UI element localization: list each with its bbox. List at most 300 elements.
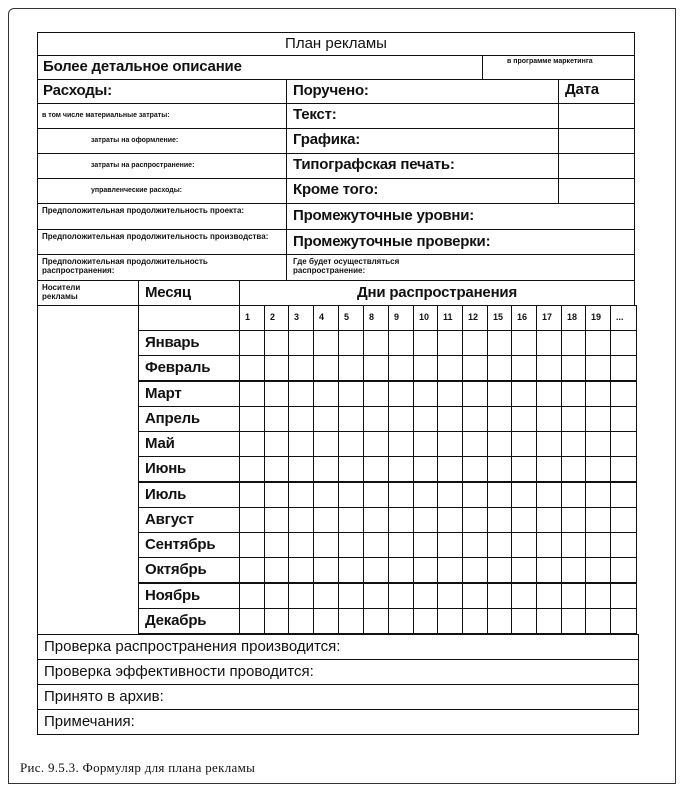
month-cell [138, 381, 240, 407]
media-label: Носители рекламы [42, 283, 81, 301]
footer-archived[interactable] [37, 684, 639, 710]
schedule-day-cell[interactable] [313, 482, 339, 508]
schedule-day-cell[interactable] [288, 532, 314, 558]
schedule-day-cell[interactable] [511, 406, 537, 432]
schedule-day-cell[interactable] [462, 330, 488, 356]
schedule-day-cell[interactable] [313, 507, 339, 533]
schedule-day-cell[interactable] [413, 431, 438, 457]
schedule-day-cell[interactable] [338, 456, 364, 482]
description-field[interactable] [37, 55, 484, 80]
month-label: Август [145, 510, 194, 528]
schedule-day-cell[interactable] [610, 456, 637, 482]
month-cell [138, 583, 240, 609]
duration-production[interactable] [37, 229, 287, 255]
schedule-day-cell[interactable] [561, 330, 586, 356]
expense-item-design[interactable] [37, 128, 287, 154]
schedule-day-cell[interactable] [487, 330, 512, 356]
assigned-item-label: Типографская печать: [293, 156, 455, 173]
duration-label: Предположительная продолжительность распространения: [42, 257, 208, 275]
schedule-day-cell[interactable] [561, 381, 586, 407]
schedule-day-cell[interactable] [561, 608, 586, 634]
schedule-day-cell[interactable] [338, 583, 364, 609]
schedule-day-cell[interactable] [536, 557, 562, 583]
schedule-day-cell[interactable] [288, 406, 314, 432]
assigned-item-label: Текст: [293, 106, 337, 123]
schedule-day-cell[interactable] [585, 532, 611, 558]
schedule-day-cell[interactable] [388, 456, 414, 482]
schedule-day-cell[interactable] [536, 406, 562, 432]
schedule-day-cell[interactable] [462, 431, 488, 457]
schedule-day-cell[interactable] [536, 456, 562, 482]
schedule-day-cell[interactable] [264, 456, 289, 482]
schedule-day-cell[interactable] [487, 381, 512, 407]
schedule-day-cell[interactable] [610, 355, 637, 381]
marketing-program-cell[interactable] [482, 55, 635, 80]
day-number-cell [511, 305, 537, 331]
day-number: 19 [591, 312, 602, 322]
schedule-day-cell[interactable] [437, 532, 463, 558]
milestone-label: Промежуточные проверки: [293, 233, 491, 250]
day-number: ... [616, 312, 624, 322]
day-number: 10 [419, 312, 430, 322]
schedule-day-cell[interactable] [388, 330, 414, 356]
schedule-day-cell[interactable] [239, 583, 265, 609]
day-number-cell [288, 305, 314, 331]
date-header [558, 79, 635, 104]
schedule-day-cell[interactable] [313, 532, 339, 558]
schedule-day-cell[interactable] [610, 482, 637, 508]
schedule-day-cell[interactable] [288, 583, 314, 609]
schedule-day-cell[interactable] [338, 406, 364, 432]
day-number: 17 [542, 312, 553, 322]
date-cell-printing[interactable] [558, 153, 635, 179]
schedule-day-cell[interactable] [264, 608, 289, 634]
month-label: Март [145, 384, 182, 402]
schedule-day-cell[interactable] [288, 381, 314, 407]
schedule-day-cell[interactable] [437, 482, 463, 508]
day-number-cell [388, 305, 414, 331]
month-label: Апрель [145, 409, 200, 427]
schedule-day-cell[interactable] [561, 431, 586, 457]
schedule-day-cell[interactable] [413, 608, 438, 634]
schedule-day-cell[interactable] [239, 355, 265, 381]
schedule-day-cell[interactable] [363, 482, 389, 508]
schedule-day-cell[interactable] [437, 608, 463, 634]
schedule-day-cell[interactable] [313, 355, 339, 381]
schedule-day-cell[interactable] [437, 381, 463, 407]
schedule-day-cell[interactable] [388, 406, 414, 432]
schedule-day-cell[interactable] [388, 532, 414, 558]
day-number-cell [462, 305, 488, 331]
schedule-day-cell[interactable] [487, 507, 512, 533]
month-cell [138, 557, 240, 583]
schedule-day-cell[interactable] [288, 456, 314, 482]
schedule-day-cell[interactable] [511, 583, 537, 609]
schedule-day-cell[interactable] [536, 330, 562, 356]
schedule-day-cell[interactable] [585, 330, 611, 356]
footer-label: Принято в архив: [44, 688, 164, 705]
schedule-day-cell[interactable] [264, 482, 289, 508]
schedule-day-cell[interactable] [239, 406, 265, 432]
schedule-day-cell[interactable] [388, 583, 414, 609]
media-header [37, 280, 139, 306]
month-cell [138, 431, 240, 457]
assigned-item-printing[interactable] [286, 153, 560, 179]
schedule-day-cell[interactable] [338, 431, 364, 457]
month-cell [138, 406, 240, 432]
day-number-cell [313, 305, 339, 331]
schedule-day-cell[interactable] [462, 507, 488, 533]
schedule-day-cell[interactable] [264, 355, 289, 381]
month-cell [138, 456, 240, 482]
schedule-day-cell[interactable] [313, 330, 339, 356]
schedule-day-cell[interactable] [264, 406, 289, 432]
schedule-day-cell[interactable] [413, 381, 438, 407]
duration-label: Предположительная продолжительность производства: [42, 232, 269, 241]
schedule-day-cell[interactable] [388, 355, 414, 381]
schedule-day-cell[interactable] [239, 431, 265, 457]
day-number: 16 [517, 312, 528, 322]
schedule-day-cell[interactable] [610, 381, 637, 407]
schedule-day-cell[interactable] [288, 355, 314, 381]
expense-item-label: затраты на оформление: [91, 137, 179, 144]
schedule-day-cell[interactable] [264, 330, 289, 356]
schedule-day-cell[interactable] [338, 532, 364, 558]
schedule-day-cell[interactable] [585, 608, 611, 634]
schedule-day-cell[interactable] [388, 608, 414, 634]
schedule-day-cell[interactable] [585, 431, 611, 457]
month-label: Февраль [145, 359, 211, 377]
schedule-day-cell[interactable] [511, 608, 537, 634]
assigned-item-label: Графика: [293, 131, 361, 148]
day-number-cell [239, 305, 265, 331]
schedule-day-cell[interactable] [536, 608, 562, 634]
schedule-day-cell[interactable] [388, 557, 414, 583]
schedule-day-cell[interactable] [462, 557, 488, 583]
schedule-day-cell[interactable] [313, 608, 339, 634]
schedule-day-cell[interactable] [610, 532, 637, 558]
assigned-item-graphics[interactable] [286, 128, 560, 154]
schedule-day-cell[interactable] [264, 532, 289, 558]
schedule-day-cell[interactable] [462, 583, 488, 609]
figure-caption: Рис. 9.5.3. Формуляр для плана рекламы [20, 760, 256, 775]
schedule-day-cell[interactable] [487, 406, 512, 432]
schedule-day-cell[interactable] [437, 330, 463, 356]
schedule-day-cell[interactable] [239, 381, 265, 407]
assigned-item-label: Кроме того: [293, 181, 379, 198]
month-subheader-empty [138, 305, 240, 331]
schedule-day-cell[interactable] [462, 355, 488, 381]
day-number: 12 [468, 312, 479, 322]
day-number-cell [264, 305, 289, 331]
day-number: 1 [245, 312, 251, 322]
day-number-cell [437, 305, 463, 331]
distribution-location[interactable] [286, 254, 635, 281]
day-number: 9 [394, 312, 400, 322]
footer-notes[interactable] [37, 709, 639, 735]
schedule-day-cell[interactable] [487, 608, 512, 634]
schedule-day-cell[interactable] [511, 456, 537, 482]
schedule-day-cell[interactable] [264, 583, 289, 609]
marketing-program-label: в программе маркетинга [507, 58, 593, 65]
schedule-day-cell[interactable] [536, 355, 562, 381]
footer-label: Проверка распространения производится: [44, 638, 341, 655]
schedule-day-cell[interactable] [288, 431, 314, 457]
expenses-field[interactable] [37, 79, 287, 104]
schedule-day-cell[interactable] [437, 557, 463, 583]
schedule-day-cell[interactable] [536, 482, 562, 508]
schedule-day-cell[interactable] [561, 583, 586, 609]
schedule-day-cell[interactable] [388, 482, 414, 508]
schedule-day-cell[interactable] [610, 330, 637, 356]
schedule-day-cell[interactable] [561, 532, 586, 558]
schedule-day-cell[interactable] [413, 583, 438, 609]
schedule-day-cell[interactable] [585, 507, 611, 533]
schedule-day-cell[interactable] [388, 381, 414, 407]
schedule-day-cell[interactable] [264, 381, 289, 407]
schedule-day-cell[interactable] [585, 456, 611, 482]
schedule-day-cell[interactable] [610, 507, 637, 533]
schedule-day-cell[interactable] [239, 507, 265, 533]
schedule-day-cell[interactable] [313, 557, 339, 583]
schedule-day-cell[interactable] [437, 456, 463, 482]
schedule-day-cell[interactable] [462, 482, 488, 508]
schedule-day-cell[interactable] [462, 456, 488, 482]
schedule-day-cell[interactable] [487, 431, 512, 457]
day-number-cell [561, 305, 586, 331]
schedule-day-cell[interactable] [239, 532, 265, 558]
schedule-day-cell[interactable] [437, 583, 463, 609]
milestone-label: Где будет осуществляться распространение: [293, 257, 400, 275]
date-cell-other[interactable] [558, 178, 635, 204]
schedule-day-cell[interactable] [413, 507, 438, 533]
assigned-label: Поручено: [293, 82, 369, 99]
schedule-day-cell[interactable] [363, 532, 389, 558]
footer-distribution-check[interactable] [37, 634, 639, 660]
expenses-label: Расходы: [43, 82, 112, 99]
schedule-day-cell[interactable] [511, 355, 537, 381]
date-cell-text[interactable] [558, 103, 635, 129]
schedule-day-cell[interactable] [511, 557, 537, 583]
expense-item-material[interactable] [37, 103, 287, 129]
media-column[interactable] [37, 305, 139, 635]
month-label: Июль [145, 485, 187, 503]
schedule-day-cell[interactable] [561, 557, 586, 583]
expense-item-label: в том числе материальные затраты: [42, 112, 170, 119]
schedule-day-cell[interactable] [288, 557, 314, 583]
schedule-day-cell[interactable] [610, 557, 637, 583]
schedule-day-cell[interactable] [338, 608, 364, 634]
schedule-day-cell[interactable] [338, 381, 364, 407]
schedule-day-cell[interactable] [288, 608, 314, 634]
schedule-day-cell[interactable] [264, 507, 289, 533]
day-number: 11 [443, 312, 453, 322]
day-number-cell [585, 305, 611, 331]
schedule-day-cell[interactable] [363, 330, 389, 356]
schedule-day-cell[interactable] [363, 583, 389, 609]
assigned-item-other[interactable] [286, 178, 560, 204]
schedule-day-cell[interactable] [536, 507, 562, 533]
schedule-day-cell[interactable] [288, 330, 314, 356]
milestone-levels[interactable] [286, 203, 635, 230]
schedule-day-cell[interactable] [487, 355, 512, 381]
schedule-day-cell[interactable] [511, 330, 537, 356]
schedule-day-cell[interactable] [585, 355, 611, 381]
month-cell [138, 507, 240, 533]
schedule-day-cell[interactable] [585, 583, 611, 609]
schedule-day-cell[interactable] [363, 381, 389, 407]
schedule-day-cell[interactable] [363, 355, 389, 381]
schedule-day-cell[interactable] [239, 557, 265, 583]
schedule-day-cell[interactable] [511, 532, 537, 558]
schedule-day-cell[interactable] [313, 583, 339, 609]
schedule-day-cell[interactable] [536, 532, 562, 558]
month-header [138, 280, 240, 306]
schedule-day-cell[interactable] [561, 355, 586, 381]
schedule-day-cell[interactable] [413, 406, 438, 432]
day-number: 15 [493, 312, 504, 322]
description-label: Более детальное описание [43, 58, 242, 75]
schedule-day-cell[interactable] [487, 583, 512, 609]
schedule-day-cell[interactable] [561, 507, 586, 533]
schedule-day-cell[interactable] [585, 557, 611, 583]
assigned-item-text[interactable] [286, 103, 560, 129]
day-number: 2 [270, 312, 276, 322]
schedule-day-cell[interactable] [338, 482, 364, 508]
schedule-day-cell[interactable] [610, 431, 637, 457]
schedule-day-cell[interactable] [239, 456, 265, 482]
schedule-day-cell[interactable] [462, 406, 488, 432]
schedule-day-cell[interactable] [511, 482, 537, 508]
month-label: Декабрь [145, 611, 207, 629]
schedule-day-cell[interactable] [413, 532, 438, 558]
schedule-day-cell[interactable] [610, 583, 637, 609]
day-number-cell [363, 305, 389, 331]
month-label: Сентябрь [145, 536, 216, 553]
schedule-day-cell[interactable] [338, 507, 364, 533]
schedule-day-cell[interactable] [536, 583, 562, 609]
schedule-day-cell[interactable] [487, 456, 512, 482]
footer-effectiveness-check[interactable] [37, 659, 639, 685]
schedule-day-cell[interactable] [288, 507, 314, 533]
schedule-day-cell[interactable] [462, 381, 488, 407]
schedule-day-cell[interactable] [264, 431, 289, 457]
milestone-label: Промежуточные уровни: [293, 207, 475, 224]
schedule-day-cell[interactable] [585, 482, 611, 508]
schedule-day-cell[interactable] [487, 557, 512, 583]
schedule-day-cell[interactable] [561, 456, 586, 482]
schedule-day-cell[interactable] [264, 557, 289, 583]
day-number: 3 [294, 312, 300, 322]
form-title: План рекламы [285, 35, 387, 52]
schedule-day-cell[interactable] [239, 330, 265, 356]
schedule-day-cell[interactable] [561, 482, 586, 508]
schedule-day-cell[interactable] [487, 482, 512, 508]
schedule-day-cell[interactable] [437, 507, 463, 533]
schedule-day-cell[interactable] [437, 431, 463, 457]
days-label: Дни распространения [357, 284, 517, 301]
expense-item-label: затраты на распространение: [91, 162, 195, 169]
schedule-day-cell[interactable] [338, 355, 364, 381]
schedule-day-cell[interactable] [511, 507, 537, 533]
schedule-day-cell[interactable] [313, 381, 339, 407]
schedule-day-cell[interactable] [239, 608, 265, 634]
schedule-day-cell[interactable] [388, 507, 414, 533]
month-cell [138, 355, 240, 381]
month-label: Июнь [145, 460, 187, 478]
form-title-cell [37, 32, 635, 56]
schedule-day-cell[interactable] [462, 532, 488, 558]
month-cell [138, 330, 240, 356]
schedule-day-cell[interactable] [288, 482, 314, 508]
schedule-day-cell[interactable] [363, 507, 389, 533]
schedule-day-cell[interactable] [413, 355, 438, 381]
schedule-day-cell[interactable] [462, 608, 488, 634]
footer-label: Проверка эффективности проводится: [44, 663, 314, 680]
schedule-day-cell[interactable] [511, 431, 537, 457]
schedule-day-cell[interactable] [338, 557, 364, 583]
schedule-day-cell[interactable] [313, 456, 339, 482]
schedule-day-cell[interactable] [585, 406, 611, 432]
expense-item-management[interactable] [37, 178, 287, 204]
expense-item-label: управленческие расходы: [91, 187, 183, 194]
expense-item-distribution[interactable] [37, 153, 287, 179]
date-cell-graphics[interactable] [558, 128, 635, 154]
schedule-day-cell[interactable] [610, 608, 637, 634]
schedule-day-cell[interactable] [363, 608, 389, 634]
milestone-checks[interactable] [286, 229, 635, 255]
assigned-field[interactable] [286, 79, 560, 104]
schedule-day-cell[interactable] [536, 381, 562, 407]
days-header [239, 280, 635, 306]
schedule-day-cell[interactable] [413, 557, 438, 583]
month-cell [138, 532, 240, 558]
schedule-day-cell[interactable] [561, 406, 586, 432]
schedule-day-cell[interactable] [363, 557, 389, 583]
schedule-day-cell[interactable] [437, 406, 463, 432]
schedule-day-cell[interactable] [313, 431, 339, 457]
schedule-day-cell[interactable] [239, 482, 265, 508]
schedule-day-cell[interactable] [363, 406, 389, 432]
duration-project[interactable] [37, 203, 287, 230]
schedule-day-cell[interactable] [413, 456, 438, 482]
month-label: Май [145, 435, 175, 452]
schedule-day-cell[interactable] [388, 431, 414, 457]
schedule-day-cell[interactable] [413, 330, 438, 356]
duration-distribution[interactable] [37, 254, 287, 281]
schedule-day-cell[interactable] [413, 482, 438, 508]
month-cell [138, 482, 240, 508]
day-number: 8 [369, 312, 375, 322]
schedule-day-cell[interactable] [338, 330, 364, 356]
day-number-cell [536, 305, 562, 331]
schedule-day-cell[interactable] [536, 431, 562, 457]
schedule-day-cell[interactable] [585, 381, 611, 407]
schedule-day-cell[interactable] [511, 381, 537, 407]
day-number-cell [487, 305, 512, 331]
schedule-day-cell[interactable] [610, 406, 637, 432]
schedule-day-cell[interactable] [313, 406, 339, 432]
schedule-day-cell[interactable] [437, 355, 463, 381]
schedule-day-cell[interactable] [363, 456, 389, 482]
footer-label: Примечания: [44, 713, 135, 730]
schedule-day-cell[interactable] [363, 431, 389, 457]
day-number: 18 [567, 312, 578, 322]
month-cell [138, 608, 240, 634]
schedule-day-cell[interactable] [487, 532, 512, 558]
day-number-cell [413, 305, 438, 331]
month-label: Январь [145, 334, 200, 351]
